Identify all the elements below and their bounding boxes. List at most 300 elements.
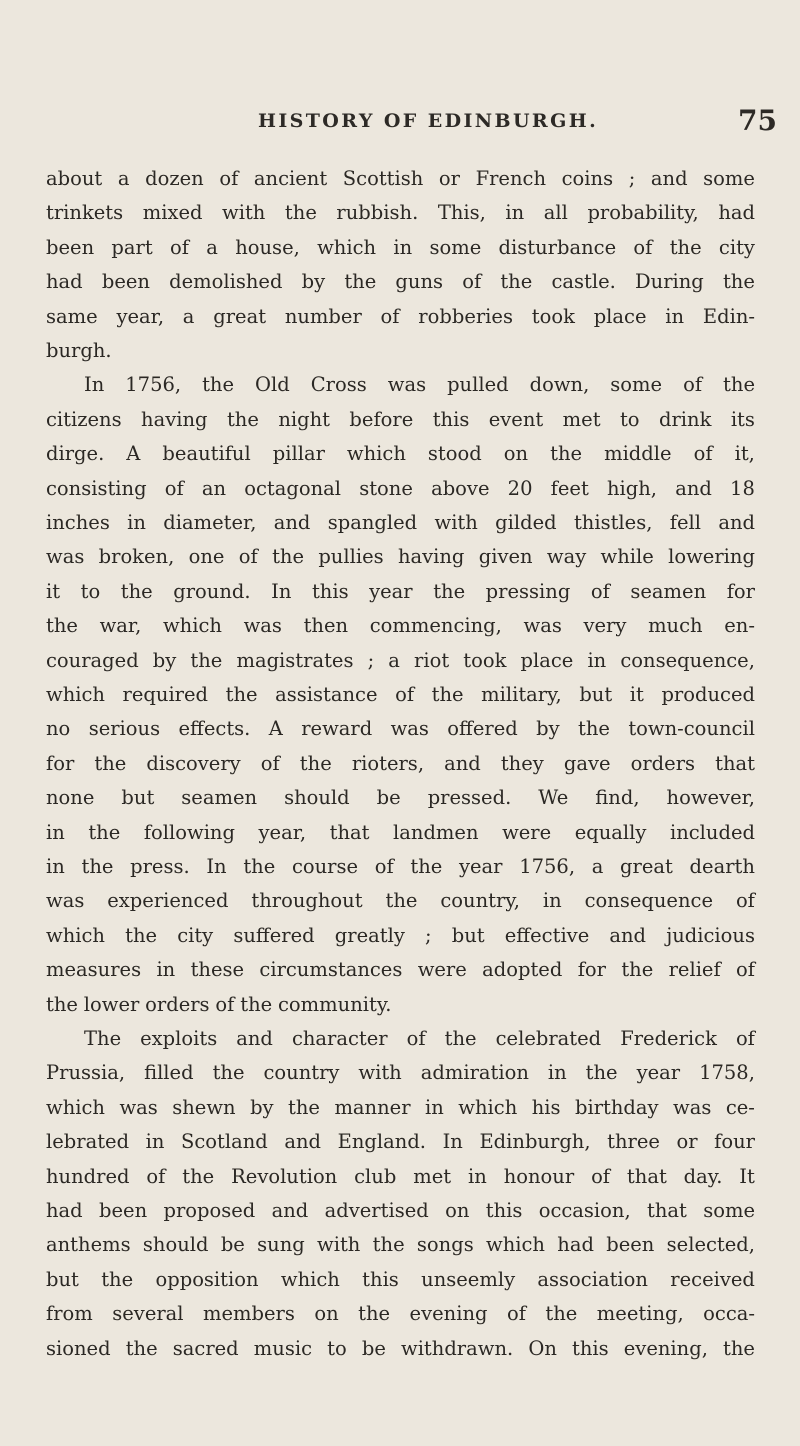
word: his — [531, 1095, 561, 1119]
word: to — [619, 407, 640, 431]
word: withdrawn. — [401, 1336, 514, 1360]
word: sacred — [172, 1336, 239, 1360]
word: this — [432, 407, 470, 431]
word: evening, — [623, 1336, 708, 1360]
word: which — [46, 683, 105, 706]
word: year — [636, 1061, 681, 1085]
word: In — [442, 1130, 463, 1154]
word: of — [693, 442, 713, 466]
word: but — [579, 683, 613, 706]
word: Prussia, — [46, 1061, 126, 1085]
word: and — [675, 476, 712, 500]
text-line — [46, 1230, 755, 1260]
word: trinkets — [46, 201, 124, 225]
word: the — [46, 614, 78, 638]
word: the — [358, 1302, 391, 1326]
word: been — [606, 1233, 655, 1257]
word: occasion, — [538, 1199, 631, 1222]
word: Frederick — [620, 1027, 717, 1050]
word: experienced — [107, 889, 229, 913]
word: the — [621, 958, 654, 982]
word: Edinburgh, — [479, 1130, 591, 1154]
word: of — [736, 958, 755, 982]
word: country, — [440, 889, 520, 913]
word: several — [112, 1302, 184, 1326]
text-line — [46, 680, 755, 710]
word: disturbance — [498, 235, 617, 259]
word: by — [301, 270, 326, 294]
word: dozen — [145, 167, 204, 190]
word: having — [397, 545, 465, 569]
word: met — [562, 407, 601, 431]
text-line — [46, 508, 755, 538]
word: took — [463, 648, 507, 672]
word: The — [84, 1027, 122, 1050]
word: been — [99, 1199, 148, 1222]
word: 1756, — [519, 855, 576, 878]
word: the — [94, 751, 127, 775]
word: with — [358, 1061, 402, 1085]
word: manner — [334, 1095, 411, 1119]
word: part — [111, 235, 153, 259]
word: Scottish — [342, 167, 424, 190]
word: year, — [116, 304, 165, 328]
word: and — [236, 1027, 273, 1050]
word: the — [212, 1061, 245, 1085]
word: had — [46, 1199, 83, 1222]
word: reward — [301, 717, 373, 741]
word: robberies — [418, 304, 513, 328]
word: of — [406, 1027, 426, 1050]
word: in — [46, 820, 65, 844]
word: no — [46, 717, 71, 741]
word: discovery — [146, 751, 241, 775]
word: of — [374, 855, 394, 878]
word: a — [591, 855, 604, 878]
text-line — [46, 267, 755, 297]
word: sioned — [46, 1336, 111, 1360]
word: be — [361, 1336, 386, 1360]
text-line — [46, 198, 755, 228]
word: thistles, — [573, 511, 653, 534]
word: met — [413, 1164, 452, 1188]
text-line — [84, 1024, 755, 1054]
word: suffered — [233, 923, 315, 947]
word: Revolution — [231, 1164, 338, 1188]
word: the — [226, 407, 259, 431]
word: all — [543, 201, 568, 225]
word: were — [502, 820, 552, 844]
word: of — [219, 167, 239, 190]
word: to — [80, 579, 101, 603]
word: judicious — [666, 923, 755, 947]
word: the — [723, 373, 755, 397]
word: then — [303, 614, 349, 638]
word: character — [291, 1027, 388, 1050]
word: war, — [99, 614, 142, 638]
word: one — [188, 545, 225, 569]
word: by — [152, 648, 177, 672]
word: opposition — [155, 1267, 259, 1291]
word: which — [46, 1095, 105, 1119]
word: the — [46, 992, 78, 1016]
word: place — [520, 648, 574, 672]
word: a — [206, 235, 218, 259]
word: house, — [235, 235, 300, 259]
word: the — [433, 579, 466, 603]
text-line — [46, 921, 755, 951]
word: drink — [658, 407, 712, 431]
text-line — [46, 336, 755, 366]
word: city — [177, 923, 214, 947]
word: down, — [529, 373, 590, 397]
text-line — [46, 646, 755, 676]
word: lower — [83, 992, 140, 1016]
word: consisting — [46, 476, 147, 500]
word: with — [317, 1233, 361, 1257]
word: its — [730, 407, 755, 431]
word: seamen — [630, 579, 707, 603]
word: press. — [130, 855, 190, 878]
word: that — [647, 1199, 687, 1222]
word: of — [683, 373, 703, 397]
word: probability, — [587, 201, 699, 225]
running-title: HISTORY OF EDINBURGH. — [258, 110, 599, 132]
word: this — [311, 579, 349, 603]
text-line — [46, 749, 755, 779]
word: Scotland — [181, 1130, 268, 1154]
word: dearth — [689, 855, 755, 878]
word: the — [669, 235, 702, 259]
word: fell — [669, 511, 701, 534]
word: members — [203, 1302, 295, 1326]
word: on — [445, 1199, 470, 1222]
word: in — [547, 1061, 567, 1085]
word: unseemly — [421, 1267, 516, 1291]
word: was — [46, 545, 85, 569]
word: adopted — [482, 958, 563, 982]
text-line — [46, 302, 755, 332]
word: about — [46, 167, 103, 190]
word: with — [434, 511, 478, 534]
word: it — [46, 579, 61, 603]
word: included — [669, 820, 755, 844]
word: but — [121, 786, 155, 810]
word: in — [46, 855, 65, 878]
word: lowering — [668, 545, 755, 569]
word: castle. — [551, 270, 616, 294]
word: stood — [427, 442, 482, 466]
word: had — [718, 201, 755, 225]
word: much — [648, 614, 703, 638]
word: been — [46, 235, 95, 259]
word: a — [117, 167, 130, 190]
word: effective — [504, 923, 590, 947]
word: orders — [630, 751, 696, 775]
word: by — [250, 1095, 274, 1119]
word: they — [500, 751, 544, 775]
word: evening — [409, 1302, 488, 1326]
text-line — [46, 474, 755, 504]
word: During — [635, 270, 704, 294]
word: the — [444, 1027, 477, 1050]
word: year, — [258, 820, 307, 844]
word: country — [263, 1061, 340, 1085]
word: this — [572, 1336, 609, 1360]
word: was — [46, 889, 85, 913]
word: in — [127, 511, 146, 534]
word: however, — [666, 786, 755, 810]
word: of — [506, 1302, 526, 1326]
word: A — [268, 717, 283, 741]
word: military, — [481, 683, 562, 706]
word: club — [354, 1164, 397, 1188]
word: of — [633, 235, 653, 259]
word: anthems — [46, 1233, 131, 1257]
text-line — [46, 1334, 755, 1364]
word: none — [46, 786, 95, 810]
word: offered — [447, 717, 518, 741]
word: in — [587, 648, 607, 672]
word: on — [503, 442, 529, 466]
word: 20 — [507, 476, 533, 500]
text-line — [46, 164, 755, 194]
word: It — [739, 1164, 755, 1188]
word: meeting, — [596, 1302, 684, 1326]
word: and — [444, 751, 481, 775]
word: had — [46, 270, 83, 294]
word: for — [46, 751, 75, 775]
word: of — [170, 235, 189, 259]
word: the — [101, 1267, 134, 1291]
word: magistrates — [236, 648, 354, 672]
word: the — [372, 1233, 405, 1257]
word: town-council — [628, 717, 755, 741]
word: the — [202, 373, 235, 397]
word: middle — [604, 442, 672, 466]
word: This, — [437, 201, 486, 225]
word: couraged — [46, 648, 139, 672]
word: a — [182, 304, 195, 328]
word: circumstances — [259, 958, 403, 982]
word: and — [271, 1199, 309, 1222]
word: commencing, — [369, 614, 502, 638]
word: diameter, — [163, 511, 257, 534]
word: In — [271, 579, 292, 603]
text-line — [46, 818, 755, 848]
word: find, — [595, 786, 640, 810]
word: the — [88, 820, 121, 844]
word: to — [327, 1336, 347, 1360]
text-line — [46, 405, 755, 435]
word: city — [718, 235, 755, 259]
word: 18 — [730, 476, 755, 500]
word: rubbish. — [336, 201, 419, 225]
word: 1756, — [125, 373, 182, 397]
word: or — [676, 1130, 698, 1154]
word: the — [190, 648, 223, 672]
word: was — [119, 1095, 158, 1119]
word: an — [201, 476, 227, 500]
word: advertised — [324, 1199, 429, 1222]
word: England. — [337, 1130, 427, 1154]
word: and — [273, 511, 311, 534]
word: the — [120, 579, 153, 603]
word: measures — [46, 958, 142, 982]
word: the — [81, 855, 114, 878]
text-line — [46, 439, 755, 469]
word: the — [578, 717, 610, 741]
text-line — [46, 852, 755, 882]
word: it, — [734, 442, 755, 466]
word: four — [714, 1130, 755, 1154]
word: songs — [416, 1233, 474, 1257]
word: before — [349, 407, 414, 431]
word: pillar — [272, 442, 325, 466]
word: the — [344, 270, 377, 294]
word: some — [610, 373, 663, 397]
word: same — [46, 304, 98, 328]
word: and — [609, 923, 647, 947]
word: was — [243, 614, 282, 638]
word: which — [458, 1095, 518, 1119]
word: having — [141, 407, 208, 431]
word: of — [238, 545, 258, 569]
word: riot — [414, 648, 450, 672]
word: a — [388, 648, 400, 672]
word: proposed — [163, 1199, 256, 1222]
word: of — [462, 270, 482, 294]
word: of — [735, 889, 755, 913]
word: the — [385, 889, 418, 913]
word: consequence, — [620, 648, 755, 672]
word: the — [410, 855, 443, 878]
word: in — [505, 201, 525, 225]
word: broken, — [98, 545, 175, 569]
word: exploits — [140, 1027, 218, 1050]
word: that — [626, 1164, 667, 1188]
word: very — [583, 614, 627, 638]
word: or — [438, 167, 460, 190]
word: which — [162, 614, 222, 638]
word: be — [376, 786, 401, 810]
text-line — [46, 1058, 755, 1088]
word: mixed — [142, 201, 203, 225]
text-line — [46, 1299, 755, 1329]
word: for — [577, 958, 606, 982]
word: from — [46, 1302, 93, 1326]
word: that — [715, 751, 755, 775]
page-number: 75 — [738, 104, 777, 137]
word: pressed. — [427, 786, 512, 810]
text-line — [46, 886, 755, 916]
word: en- — [724, 614, 755, 638]
word: the — [182, 1164, 215, 1188]
word: should — [284, 786, 350, 810]
word: this — [362, 1267, 399, 1291]
word: were — [417, 958, 467, 982]
word: which — [280, 1267, 340, 1291]
word: should — [142, 1233, 209, 1257]
word: guns — [395, 270, 444, 294]
word: in — [468, 1164, 487, 1188]
word: number — [284, 304, 362, 328]
word: which — [486, 1233, 545, 1257]
word: shewn — [172, 1095, 236, 1119]
word: the — [284, 201, 317, 225]
word: effects. — [178, 717, 251, 741]
word: given — [478, 545, 533, 569]
word: the — [240, 992, 273, 1016]
word: selected, — [666, 1233, 755, 1257]
word: lebrated — [46, 1130, 130, 1154]
word: of — [215, 992, 235, 1016]
word: following — [143, 820, 235, 844]
word: honour — [503, 1164, 575, 1188]
word: night — [278, 407, 330, 431]
word: community. — [278, 992, 392, 1016]
word: which — [317, 235, 377, 259]
word: place — [593, 304, 647, 328]
word: been — [101, 270, 150, 294]
text-line — [46, 233, 755, 263]
word: but — [46, 1267, 79, 1291]
word: and — [284, 1130, 322, 1154]
word: in — [542, 889, 562, 913]
word: course — [291, 855, 359, 878]
word: ; — [367, 648, 375, 672]
word: birthday — [575, 1095, 659, 1119]
word: sung — [257, 1233, 305, 1257]
text-line — [84, 370, 755, 400]
word: filled — [144, 1061, 194, 1085]
word: was — [387, 373, 427, 397]
word: seamen — [181, 786, 258, 810]
word: Edin- — [702, 304, 755, 328]
word: inches — [46, 511, 110, 534]
word: great — [213, 304, 267, 328]
word: while — [600, 545, 654, 569]
word: took — [531, 304, 575, 328]
word: the — [125, 1336, 158, 1360]
word: On — [528, 1336, 557, 1360]
word: serious — [88, 717, 161, 741]
word: the — [723, 1336, 755, 1360]
word: this — [485, 1199, 523, 1222]
word: event — [488, 407, 544, 431]
word: the — [722, 270, 755, 294]
word: ; — [425, 923, 432, 947]
word: great — [620, 855, 673, 878]
word: association — [537, 1267, 648, 1291]
text-line — [46, 990, 755, 1020]
word: required — [122, 683, 209, 706]
word: In — [206, 855, 227, 878]
word: occa- — [703, 1302, 755, 1326]
word: that — [329, 820, 370, 844]
word: of — [395, 683, 415, 706]
word: be — [220, 1233, 245, 1257]
word: French — [475, 167, 547, 190]
word: greatly — [334, 923, 405, 947]
text-line — [46, 542, 755, 572]
word: with — [222, 201, 266, 225]
word: in — [145, 1130, 165, 1154]
word: some — [703, 1199, 755, 1222]
word: day. — [683, 1164, 723, 1188]
word: had — [557, 1233, 594, 1257]
word: beautiful — [162, 442, 251, 466]
